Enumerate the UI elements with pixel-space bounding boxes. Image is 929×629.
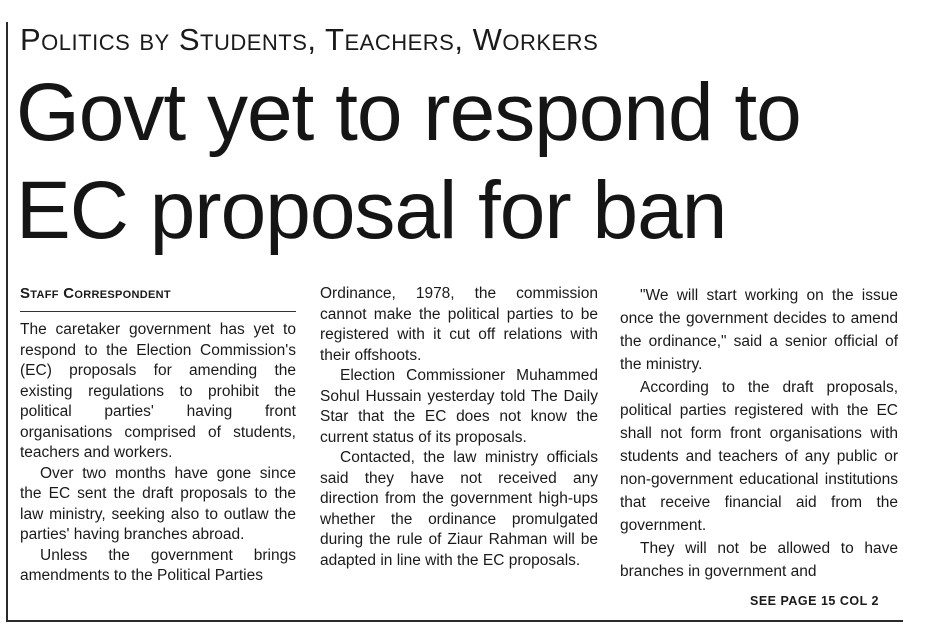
article-column-3 (620, 284, 898, 583)
paragraph: Ordinance, 1978, the commission cannot make the political parties to be registered with it cut off relations with their offshoots. (320, 285, 598, 364)
paragraph: Election Commissioner Muhammed Sohul Hussain yesterday told The Daily Star that the EC does not know the current status of its proposals. (320, 367, 598, 446)
paragraph: The caretaker government has yet to respond to the Election Commission's (EC) proposals for amending the existing regulations to prohibit the political parties' having front organisations comprised of students, teachers and workers. (20, 321, 296, 461)
article-column-1 (20, 284, 296, 587)
headline: Govt yet to respond to EC proposal for ban (16, 67, 801, 256)
article-column-2 (320, 284, 598, 571)
paragraph: Contacted, the law ministry officials said they have not received any direction from the government high-ups whether the ordinance promulgated during the rule of Ziaur Rahman will be adapted in line with the EC proposals. (320, 449, 598, 569)
paragraph: According to the draft proposals, political parties registered with the EC shall not form front organisations with students and teachers of any public or non-government educational institutions that receive financial aid from the government. (620, 379, 898, 534)
kicker-line: Politics by Students, Teachers, Workers (20, 22, 599, 57)
byline: Staff Correspondent (20, 284, 296, 312)
paragraph: "We will start working on the issue once the government decides to amend the ordinance," said a senior official of the ministry. (620, 287, 898, 373)
paragraph: Unless the government brings amendments to the Political Parties (20, 546, 296, 584)
paragraph: Over two months have gone since the EC sent the draft proposals to the law ministry, seeking also to outlaw the parties' having branches abroad. (20, 464, 296, 543)
paragraph: They will not be allowed to have branches in government and (620, 540, 898, 580)
bottom-rule (6, 620, 903, 622)
continuation-note: SEE PAGE 15 COL 2 (750, 594, 879, 608)
left-column-rule (6, 22, 8, 620)
